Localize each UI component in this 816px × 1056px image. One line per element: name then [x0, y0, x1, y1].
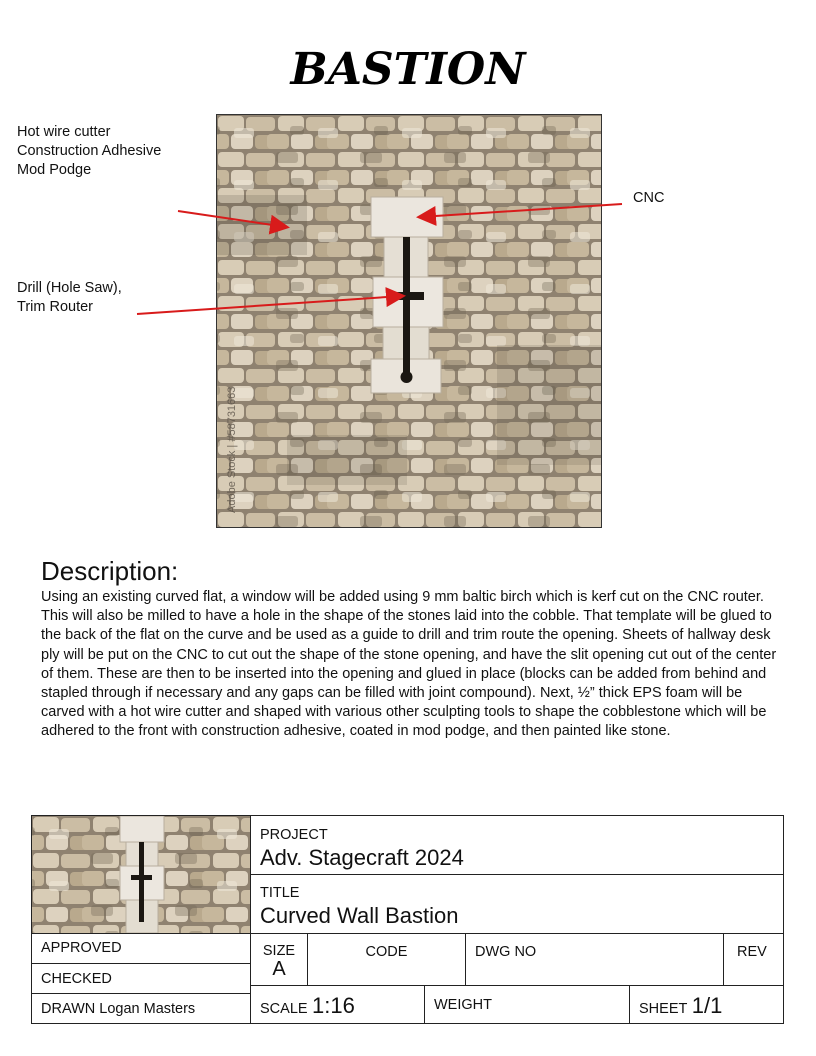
title-value: Curved Wall Bastion — [260, 903, 459, 928]
scale-label: SCALE — [260, 1001, 308, 1017]
description-heading: Description: — [41, 556, 179, 586]
checked-label: CHECKED — [41, 971, 112, 987]
title-block-thumbnail — [31, 815, 251, 934]
size-label: SIZE — [262, 943, 296, 959]
drawn-label: DRAWN Logan Masters — [41, 1001, 196, 1017]
size-value: A — [272, 958, 286, 980]
title-label: TITLE — [260, 885, 300, 901]
size-cell — [250, 933, 308, 986]
callout-line: Hot wire cutter — [17, 124, 111, 140]
approved-cell — [31, 933, 251, 964]
sheet-label: SHEET — [639, 1001, 688, 1017]
callout-line: Trim Router — [17, 299, 93, 315]
approved-label: APPROVED — [41, 940, 122, 956]
callout-tools-top — [17, 123, 161, 180]
dwg-no-cell — [465, 933, 724, 986]
sheet-cell — [629, 985, 784, 1024]
project-cell — [250, 815, 784, 875]
scale-cell — [250, 985, 425, 1024]
weight-label: WEIGHT — [434, 997, 492, 1013]
thumbnail-wall-illustration — [32, 816, 250, 933]
scale-value: 1:16 — [312, 993, 355, 1018]
stone-wall-photo — [216, 114, 602, 528]
title-cell — [250, 874, 784, 934]
code-label: CODE — [365, 944, 408, 960]
checked-cell — [31, 963, 251, 994]
rev-cell — [723, 933, 784, 986]
weight-cell — [424, 985, 630, 1024]
code-cell — [307, 933, 466, 986]
stone-wall-illustration — [217, 115, 601, 527]
callout-line: Construction Adhesive — [17, 143, 162, 159]
description-body: Using an existing curved flat, a window will be added using 9 mm baltic birch which is kerf cut on the CNC router. This will also be milled to have a hole in the shape of the stones laid into the cobble. That template will be glued to the back of the flat on the curve and be used as a guide to drill and trim route the opening. Sheets of hallway desk ply will be put on the CNC to cut out the shape of the stone opening, and have the slit opening cut out of the center of them. These are then to be inserted into the opening and glued in place (blocks can be added from behind and stapled through if necessary and any gaps can be filled with joint compound). Next, ½” thick EPS foam will be carved with a hot wire cutter and shaped with various other sculpting tools to shape the cobblestone which will be adhered to the front with construction adhesive, coated in mod podge, and then painted like stone. — [41, 589, 777, 740]
dwg-no-label: DWG NO — [475, 944, 537, 960]
page-title: BASTION — [290, 44, 526, 95]
callout-line: Drill (Hole Saw), — [17, 280, 122, 296]
project-value: Adv. Stagecraft 2024 — [260, 845, 464, 870]
callout-line: Mod Podge — [17, 162, 92, 178]
sheet-value: 1/1 — [691, 993, 723, 1018]
callout-tools-bottom — [17, 279, 122, 317]
callout-cnc: CNC — [633, 190, 665, 206]
rev-label: REV — [737, 944, 767, 960]
project-label: PROJECT — [260, 827, 328, 843]
photo-watermark: Adobe Stock | #58731663 — [226, 386, 238, 513]
drawn-cell — [31, 993, 251, 1024]
